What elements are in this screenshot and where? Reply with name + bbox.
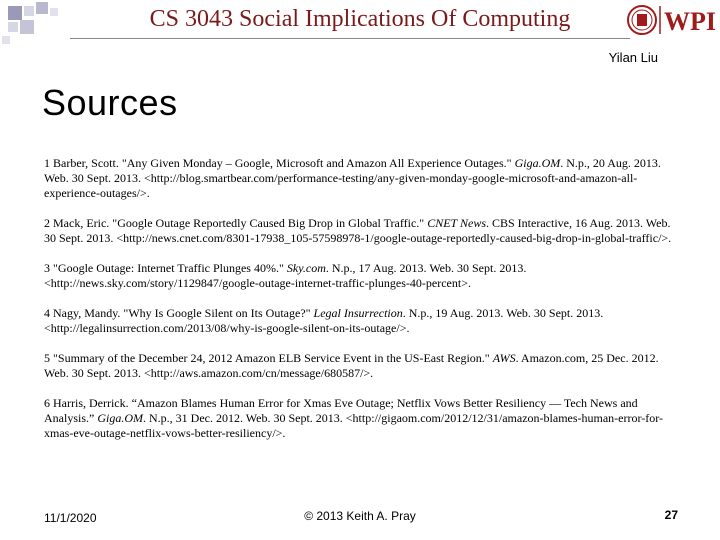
reference-text: 5 "Summary of the December 24, 2012 Amazon ELB Service Event in the US-East Region." [44,351,493,365]
wpi-logo-text: WPI [664,7,716,36]
reference-source: CNET News [427,216,486,230]
reference-source: Sky.com [286,261,326,275]
decorative-square [2,36,10,44]
wpi-logo [626,2,720,38]
reference-text: 2 Mack, Eric. "Google Outage Reportedly Caused Big Drop in Global Traffic." [44,216,428,230]
reference-source: AWS [492,351,516,365]
reference-item [44,156,676,201]
wpi-seal-icon [628,6,656,34]
reference-text: . N.p., 17 Aug. 2013. Web. 30 Sept. 2013. <http://news.sky.com/story/1129847/google-outage-internet-traffic-plunges-40-percent>. [44,261,527,290]
reference-text: . CBS Interactive, 16 Aug. 2013. Web. 30 Sept. 2013. <http://news.cnet.com/8301-17938_105-57598978-1/google-outage-reportedly-caused-big-drop-in-global-traffic/>. [44,216,672,245]
reference-item [44,216,676,246]
reference-text: . N.p., 31 Dec. 2012. Web. 30 Sept. 2013. <http://gigaom.com/2012/12/31/amazon-blames-human-error-for-xmas-eve-outage-netflix-vows-better-resiliency/>. [44,411,663,440]
reference-source: Giga.OM [97,411,143,425]
reference-item [44,351,676,381]
header-divider [70,38,630,39]
slide-title: Sources [42,82,178,123]
reference-text: . N.p., 20 Aug. 2013. Web. 30 Sept. 2013. <http://blog.smartbear.com/performance-testing/any-given-monday-google-microsoft-and-amazon-all-experience-outages/>. [44,156,661,200]
footer-copyright: © 2013 Keith A. Pray [304,509,416,523]
reference-item [44,261,676,291]
reference-text: 6 Harris, Derrick. “Amazon Blames Human Error for Xmas Eve Outage; Netflix Vows Better Resiliency — Tech News and Analysis.” [44,396,638,425]
references-list [44,156,676,456]
course-title: CS 3043 Social Implications Of Computing [149,6,571,32]
reference-text: 4 Nagy, Mandy. "Why Is Google Silent on Its Outage?" [44,306,314,320]
reference-text: . N.p., 19 Aug. 2013. Web. 30 Sept. 2013. <http://legalinsurrection.com/2013/08/why-is-google-silent-on-its-outage/>. [44,306,604,335]
reference-item [44,396,676,441]
page-number: 27 [664,508,678,522]
footer-date: 11/1/2020 [44,511,97,525]
reference-source: Legal Insurrection [313,306,403,320]
reference-item [44,306,676,336]
reference-text: 1 Barber, Scott. "Any Given Monday – Google, Microsoft and Amazon All Experience Outages." [44,156,515,170]
author-name: Yilan Liu [608,50,658,65]
reference-text: 3 "Google Outage: Internet Traffic Plunges 40%." [44,261,287,275]
reference-text: . Amazon.com, 25 Dec. 2012. Web. 30 Sept. 2013. <http://aws.amazon.com/cn/message/680587/>. [44,351,659,380]
reference-source: Giga.OM [514,156,561,170]
